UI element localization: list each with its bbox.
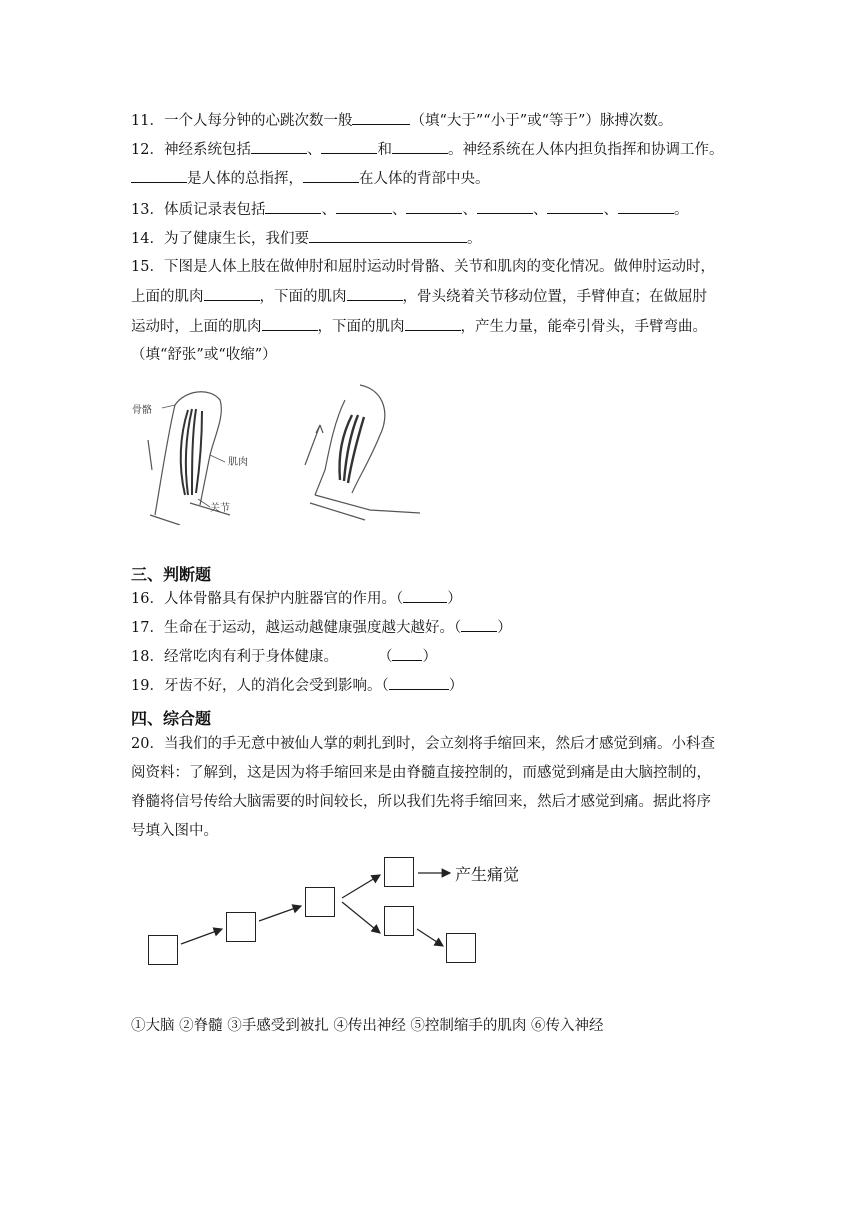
separator: 、 [603,202,618,218]
question-number: 16． [131,591,164,607]
arrow-5-6 [417,929,443,946]
question-text: 。神经系统在人体内担负指挥和协调工作。 [447,142,724,158]
question-text: 在人体的背部中央。 [359,171,490,187]
question-number: 13． [131,202,164,218]
question-text: 人体骨骼具有保护内脏器官的作用。（ [163,591,404,607]
question-text: 牙齿不好，人的消化会受到影响。（ [163,678,389,694]
question-number: 19． [131,678,164,694]
question-number: 18． [131,649,164,665]
arrow-3-4 [342,875,380,898]
question-20-options: ①大脑 ②脊髓 ③手感受到被扎 ④传出神经 ⑤控制缩手的肌肉 ⑥传入神经 [131,1018,604,1034]
question-text: （填“舒张”或“收缩”） [131,347,277,363]
question-number: 15． [131,259,164,275]
question-text: 生命在于运动，越运动越健康强度越大越好。（ [163,620,462,636]
separator: ） [447,591,462,607]
question-number: 12． [131,142,164,158]
question-text: 上面的肌肉 [131,289,204,305]
separator: 、 [306,142,322,158]
question-number: 17． [131,620,164,636]
separator: 、 [462,202,477,218]
separator: ） [448,678,464,694]
separator: 、 [391,202,407,218]
label-muscle: 肌肉 [228,457,248,468]
question-text: 是人体的总指挥， [187,171,303,187]
question-text: 下图是人体上肢在做伸肘和屈肘运动时骨骼、关节和肌肉的变化情况。做伸肘运动时， [163,259,715,275]
separator: （ [377,649,393,665]
question-text: ，骨头绕着关节移动位置，手臂伸直；在做屈肘 [402,289,707,305]
arrow-2-3 [259,906,301,921]
question-text: ，产生力量，能牵引骨头，手臂弯曲。 [460,319,707,335]
separator: ） [497,620,512,636]
question-text: ，下面的肌肉 [259,289,347,305]
separator: 、 [532,202,548,218]
question-text: 当我们的手无意中被仙人掌的刺扎到时，会立刻将手缩回来，然后才感觉到痛。小科查 [163,736,715,752]
separator: 。 [466,231,482,247]
question-text: 脊髓将信号传给大脑需要的时间较长，所以我们先将手缩回来，然后才感觉到痛。据此将序 [131,794,711,810]
arrow-1-2 [181,929,222,944]
section-comprehensive-title: 四、综合题 [131,709,212,728]
flow-label-pain: 产生痛觉 [455,865,520,884]
separator: 、 [321,202,336,218]
question-text: ，下面的肌肉 [317,319,405,335]
question-number: 20． [131,736,164,752]
label-joint: 关节 [210,503,230,514]
section-judgment-title: 三、判断题 [131,565,212,584]
separator: 。 [673,202,689,218]
separator: 和 [377,142,392,158]
question-text: 经常吃肉有利于身体健康。 [163,649,338,665]
label-bone: 骨骼 [132,405,152,416]
question-text: （填“大于”“小于”或“等于”）脉搏次数。 [410,113,673,129]
question-text: 一个人每分钟的心跳次数一般 [163,113,353,129]
question-text: 为了健康生长，我们要 [163,231,309,247]
arrow-3-5 [342,902,380,933]
question-text: 运动时，上面的肌肉 [131,319,262,335]
question-text: 阅资料：了解到，这是因为将手缩回来是由脊髓直接控制的，而感觉到痛是由大脑控制的， [131,765,711,781]
question-text: 神经系统包括 [163,142,251,158]
question-number: 14． [131,231,164,247]
question-text: 号填入图中。 [131,823,218,839]
question-text: 体质记录表包括 [163,202,266,218]
separator: ） [422,649,437,665]
question-number: 11． [131,113,164,129]
